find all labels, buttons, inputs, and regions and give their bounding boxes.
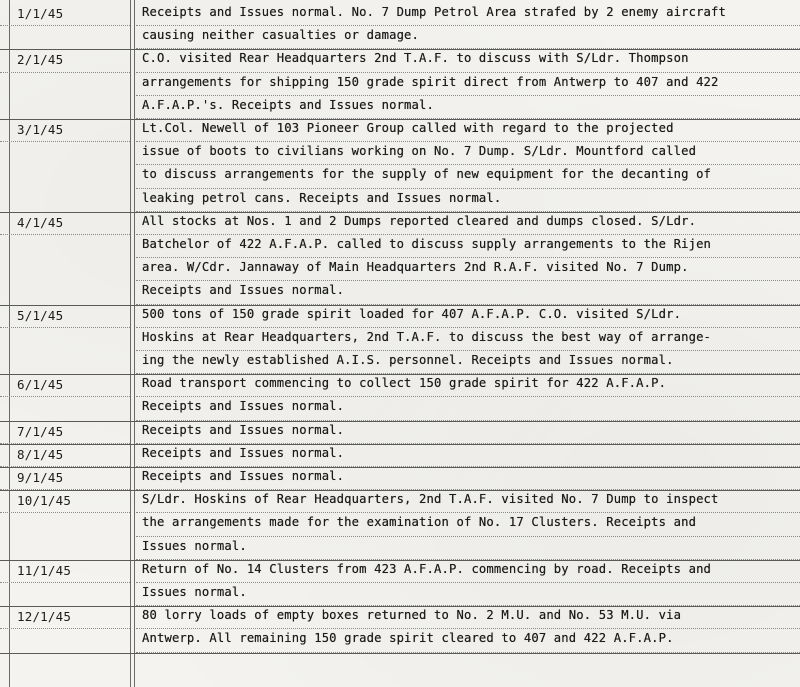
entry-date: 6/1/45 bbox=[17, 377, 64, 393]
date-dotted-rule bbox=[0, 141, 130, 142]
entry-text-line: All stocks at Nos. 1 and 2 Dumps reported cleared and dumps closed. S/Ldr. bbox=[142, 213, 697, 228]
diary-entry bbox=[0, 422, 800, 445]
entry-text-line: to discuss arrangements for the supply of new equipment for the decanting of bbox=[142, 167, 712, 182]
entry-text-line: Receipts and Issues normal. bbox=[142, 469, 345, 483]
entry-text-line: Issues normal. bbox=[142, 584, 247, 599]
entry-text-line: the arrangements made for the examination of No. 17 Clusters. Receipts and bbox=[142, 515, 697, 530]
entry-date: 5/1/45 bbox=[17, 307, 64, 323]
entry-date: 9/1/45 bbox=[17, 470, 64, 485]
diary-entry bbox=[0, 120, 800, 213]
entry-separator bbox=[0, 653, 800, 654]
entry-text-line: Lt.Col. Newell of 103 Pioneer Group called with regard to the projected bbox=[142, 121, 674, 135]
date-dotted-rule bbox=[0, 25, 130, 26]
diary-entry bbox=[0, 445, 800, 468]
entry-text-line: Receipts and Issues normal. bbox=[142, 283, 345, 298]
entry-date: 10/1/45 bbox=[17, 493, 72, 509]
diary-entry bbox=[0, 607, 800, 653]
entry-text-line: Receipts and Issues normal. No. 7 Dump Petrol Area strafed by 2 enemy aircraft bbox=[142, 5, 727, 19]
entry-text-line: ing the newly established A.I.S. personnel. Receipts and Issues normal. bbox=[142, 352, 674, 367]
diary-entry bbox=[0, 4, 800, 50]
entry-text-line: Antwerp. All remaining 150 grade spirit cleared to 407 and 422 A.F.A.P. bbox=[142, 631, 674, 646]
entry-text-line: Receipts and Issues normal. bbox=[142, 445, 345, 460]
entry-date: 3/1/45 bbox=[17, 122, 64, 137]
diary-entry bbox=[0, 213, 800, 306]
entry-date: 7/1/45 bbox=[17, 423, 64, 439]
entry-date: 11/1/45 bbox=[17, 562, 72, 578]
entry-text-line: 80 lorry loads of empty boxes returned to No. 2 M.U. and No. 53 M.U. via bbox=[142, 608, 682, 623]
date-dotted-rule bbox=[0, 327, 130, 328]
entry-text-line: Issues normal. bbox=[142, 538, 247, 553]
entry-text-line: Return of No. 14 Clusters from 423 A.F.A.P. commencing by road. Receipts and bbox=[142, 561, 712, 576]
entry-date: 12/1/45 bbox=[17, 609, 72, 625]
entry-text-line: Road transport commencing to collect 150 grade spirit for 422 A.F.A.P. bbox=[142, 376, 667, 391]
entry-text-line: causing neither casualties or damage. bbox=[142, 28, 420, 43]
entry-text-line: Receipts and Issues normal. bbox=[142, 399, 345, 414]
diary-entry bbox=[0, 491, 800, 561]
diary-entry bbox=[0, 50, 800, 120]
entry-text-line: leaking petrol cans. Receipts and Issues normal. bbox=[142, 190, 502, 205]
entry-text-line: 500 tons of 150 grade spirit loaded for 407 A.F.A.P. C.O. visited S/Ldr. bbox=[142, 306, 682, 321]
entry-date: 4/1/45 bbox=[17, 214, 64, 230]
date-dotted-rule bbox=[0, 72, 130, 73]
entry-text-line: issue of boots to civilians working on No. 7 Dump. S/Ldr. Mountford called bbox=[142, 144, 697, 159]
date-dotted-rule bbox=[0, 582, 130, 583]
date-dotted-rule bbox=[0, 628, 130, 629]
entry-text-line: Batchelor of 422 A.F.A.P. called to discuss supply arrangements to the Rijen bbox=[142, 236, 712, 251]
date-dotted-rule bbox=[0, 234, 130, 235]
entry-text-line: S/Ldr. Hoskins of Rear Headquarters, 2nd T.A.F. visited No. 7 Dump to inspect bbox=[142, 492, 719, 507]
entry-date: 1/1/45 bbox=[17, 6, 64, 21]
diary-entry bbox=[0, 306, 800, 376]
entry-text-line: arrangements for shipping 150 grade spirit direct from Antwerp to 407 and 422 bbox=[142, 74, 719, 89]
date-dotted-rule bbox=[0, 396, 130, 397]
entry-text-line: C.O. visited Rear Headquarters 2nd T.A.F. to discuss with S/Ldr. Thompson bbox=[142, 51, 689, 66]
entry-date: 8/1/45 bbox=[17, 446, 64, 462]
entry-text-line: A.F.A.P.'s. Receipts and Issues normal. bbox=[142, 97, 435, 112]
entry-text-line: Receipts and Issues normal. bbox=[142, 422, 345, 437]
diary-entry bbox=[0, 561, 800, 607]
entry-date: 2/1/45 bbox=[17, 52, 64, 68]
diary-entry bbox=[0, 375, 800, 421]
entry-text-line: Hoskins at Rear Headquarters, 2nd T.A.F. to discuss the best way of arrange- bbox=[142, 329, 712, 344]
date-dotted-rule bbox=[0, 512, 130, 513]
entry-text-line: area. W/Cdr. Jannaway of Main Headquarters 2nd R.A.F. visited No. 7 Dump. bbox=[142, 260, 689, 275]
